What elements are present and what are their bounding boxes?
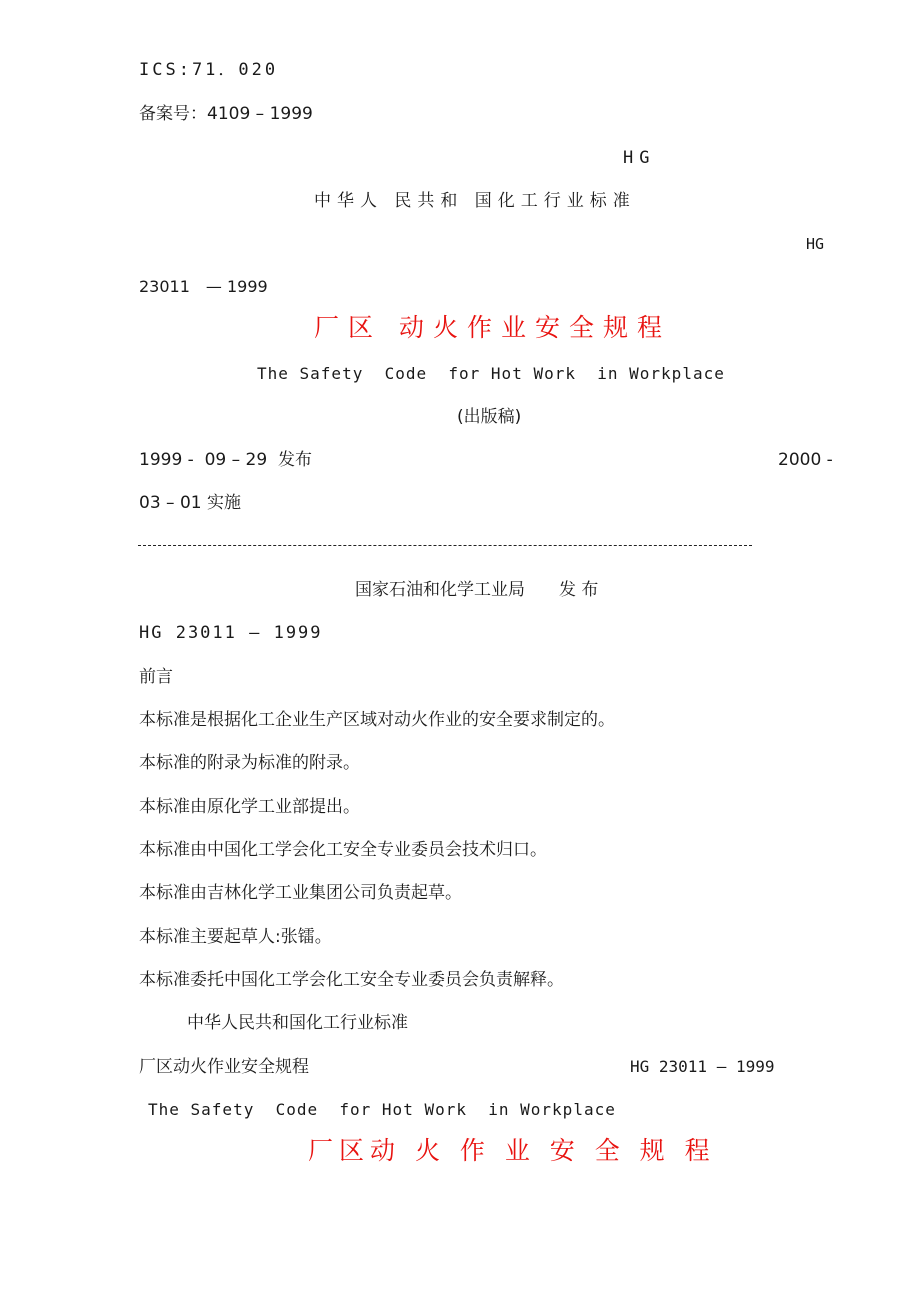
org-title: 中华人 民共和 国化工行业标准 xyxy=(314,191,636,211)
preface-paragraph: 本标准由原化学工业部提出。 xyxy=(139,797,360,817)
edition-note: (出版稿) xyxy=(457,407,522,427)
body-title-en: The Safety Code for Hot Work in Workplace xyxy=(148,1100,616,1119)
implement-date: 03 – 01 实施 xyxy=(139,493,241,513)
cover-title-cn: 厂区 动火作业安全规程 xyxy=(314,313,671,342)
record-number: 备案号：4109 – 1999 xyxy=(139,104,313,124)
preface-paragraph: 本标准的附录为标准的附录。 xyxy=(139,753,360,773)
preface-heading: 前言 xyxy=(139,667,173,687)
ics-code: ICS:71．020 xyxy=(139,60,279,80)
hg-mark: HG xyxy=(623,148,656,168)
industry-standard-label: 中华人民共和国化工行业标准 xyxy=(187,1013,408,1033)
implement-year: 2000 - xyxy=(778,450,833,470)
preface-paragraph: 本标准由吉林化学工业集团公司负责起草。 xyxy=(139,883,462,903)
divider xyxy=(138,545,752,546)
preface-paragraph: 本标准是根据化工企业生产区域对动火作业的安全要求制定的。 xyxy=(139,710,615,730)
hg-right: HG xyxy=(806,235,825,253)
body-standard-number: HG 23011 — 1999 xyxy=(630,1057,775,1076)
publish-date: 1999 - 09 – 29 发布 xyxy=(139,450,312,470)
issuer: 国家石油和化学工业局 发 布 xyxy=(355,580,599,600)
cover-title-en: The Safety Code for Hot Work in Workplace xyxy=(257,364,725,383)
preface-paragraph: 本标准主要起草人:张镭。 xyxy=(139,927,332,947)
preface-paragraph: 本标准委托中国化工学会化工安全专业委员会负责解释。 xyxy=(139,970,564,990)
body-title-cn-large: 厂区动 火 作 业 安 全 规 程 xyxy=(308,1136,716,1165)
standard-number: 23011 — 1999 xyxy=(139,277,268,296)
preface-paragraph: 本标准由中国化工学会化工安全专业委员会技术归口。 xyxy=(139,840,547,860)
running-header: HG 23011 — 1999 xyxy=(139,623,323,643)
body-title-cn: 厂区动火作业安全规程 xyxy=(139,1057,309,1077)
